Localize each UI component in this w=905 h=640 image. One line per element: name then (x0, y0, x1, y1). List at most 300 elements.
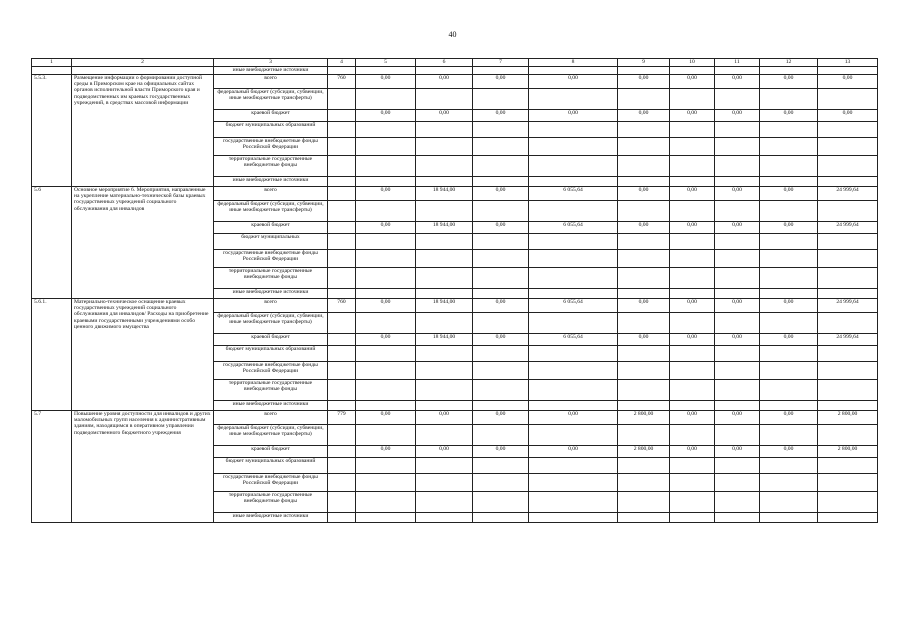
empty-cell (618, 67, 670, 75)
value-cell: 0,00 (670, 75, 715, 89)
value-cell (760, 250, 818, 268)
value-cell (670, 89, 715, 110)
value-cell (715, 313, 760, 334)
value-cell (356, 122, 416, 138)
value-cell (760, 513, 818, 523)
value-cell: 0,00 (670, 334, 715, 346)
value-cell (760, 177, 818, 187)
value-cell: 0,00 (618, 110, 670, 122)
value-cell (760, 346, 818, 362)
value-cell (356, 313, 416, 334)
value-cell: 0,00 (760, 334, 818, 346)
header-cell: 1 (32, 59, 72, 67)
value-cell (715, 380, 760, 401)
header-cell: 8 (529, 59, 618, 67)
value-cell: 18 944,00 (416, 299, 473, 313)
code-cell (328, 250, 356, 268)
value-cell (715, 346, 760, 362)
code-cell (328, 187, 356, 201)
value-cell (618, 380, 670, 401)
value-cell: 24 999,64 (818, 334, 878, 346)
code-cell (328, 425, 356, 446)
code-cell (328, 346, 356, 362)
code-cell (328, 474, 356, 492)
section-name: Повышение уровня доступности для инвалидов и других маломобильных групп населения к административным зданиям, находящимся в оперативном управлении подведомственного бюджетного учреждения (72, 411, 214, 523)
value-cell (416, 268, 473, 289)
section-code: 5.7 (32, 411, 72, 523)
value-cell: 0,00 (618, 75, 670, 89)
source-label: территориальные государственные внебюджетные фонды (214, 156, 328, 177)
value-cell (618, 89, 670, 110)
value-cell (416, 289, 473, 299)
value-cell: 0,00 (715, 110, 760, 122)
value-cell (416, 201, 473, 222)
value-cell (670, 234, 715, 250)
value-cell (529, 492, 618, 513)
code-cell (328, 513, 356, 523)
value-cell (670, 380, 715, 401)
code-cell (328, 138, 356, 156)
value-cell (618, 156, 670, 177)
page-number: 40 (448, 30, 457, 39)
value-cell: 0,00 (473, 222, 529, 234)
value-cell (618, 313, 670, 334)
value-cell (416, 425, 473, 446)
source-label: федеральный бюджет (субсидии, субвенции, иные межбюджетные трансферты) (214, 313, 328, 334)
value-cell (818, 425, 878, 446)
source-label: краевой бюджет (214, 110, 328, 122)
value-cell (529, 425, 618, 446)
value-cell (760, 362, 818, 380)
value-cell (473, 346, 529, 362)
value-cell (529, 122, 618, 138)
value-cell: 0,00 (356, 334, 416, 346)
value-cell (416, 458, 473, 474)
value-cell (473, 289, 529, 299)
value-cell (760, 289, 818, 299)
empty-cell (529, 67, 618, 75)
value-cell (818, 346, 878, 362)
value-cell (356, 362, 416, 380)
value-cell: 0,00 (356, 110, 416, 122)
value-cell: 0,00 (473, 411, 529, 425)
budget-table (31, 58, 878, 523)
value-cell: 0,00 (715, 446, 760, 458)
value-cell (416, 250, 473, 268)
value-cell (670, 362, 715, 380)
value-cell (670, 156, 715, 177)
empty-cell (416, 67, 473, 75)
value-cell (473, 201, 529, 222)
value-cell (473, 250, 529, 268)
value-cell (473, 122, 529, 138)
value-cell (618, 513, 670, 523)
value-cell (529, 289, 618, 299)
value-cell (670, 313, 715, 334)
value-cell (356, 268, 416, 289)
value-cell (529, 89, 618, 110)
value-cell (356, 401, 416, 411)
value-cell (473, 268, 529, 289)
value-cell (715, 177, 760, 187)
value-cell (473, 362, 529, 380)
empty-cell (72, 67, 214, 75)
value-cell: 0,00 (356, 446, 416, 458)
value-cell (818, 458, 878, 474)
value-cell: 0,00 (670, 222, 715, 234)
value-cell (416, 380, 473, 401)
value-cell: 0,00 (670, 446, 715, 458)
value-cell (416, 177, 473, 187)
value-cell (416, 346, 473, 362)
value-cell (356, 201, 416, 222)
value-cell (356, 289, 416, 299)
source-label: иные внебюджетные источники (214, 289, 328, 299)
header-cell: 13 (818, 59, 878, 67)
value-cell (760, 138, 818, 156)
value-cell: 0,00 (618, 187, 670, 201)
value-cell (670, 425, 715, 446)
value-cell (760, 234, 818, 250)
source-label: территориальные государственные внебюджетные фонды (214, 380, 328, 401)
value-cell (818, 380, 878, 401)
table-row (32, 299, 878, 313)
value-cell: 0,00 (473, 75, 529, 89)
code-cell (328, 446, 356, 458)
section-name: Размещение информации о формировании доступной среды в Приморском крае на официальных сайтах органов исполнительной власти Приморского края и подведомственных им краевых государственных учреждений, в средствах массовой информации (72, 75, 214, 187)
value-cell (529, 250, 618, 268)
value-cell: 0,00 (416, 75, 473, 89)
value-cell (416, 362, 473, 380)
source-label: бюджет муниципальных образований (214, 458, 328, 474)
empty-cell (32, 67, 72, 75)
code-cell: 760 (328, 299, 356, 313)
value-cell (760, 313, 818, 334)
value-cell (529, 458, 618, 474)
header-cell: 9 (618, 59, 670, 67)
header-cell: 4 (328, 59, 356, 67)
empty-cell (715, 67, 760, 75)
value-cell (356, 138, 416, 156)
value-cell (529, 313, 618, 334)
source-label: государственные внебюджетные фонды Российской Федерации (214, 362, 328, 380)
value-cell (473, 425, 529, 446)
value-cell (529, 177, 618, 187)
empty-cell (818, 67, 878, 75)
value-cell: 0,00 (416, 110, 473, 122)
value-cell (618, 250, 670, 268)
value-cell (356, 492, 416, 513)
value-cell (760, 156, 818, 177)
value-cell (715, 156, 760, 177)
table-row (32, 411, 878, 425)
source-label: краевой бюджет (214, 222, 328, 234)
value-cell (473, 138, 529, 156)
value-cell (715, 425, 760, 446)
value-cell (618, 362, 670, 380)
source-label: всего (214, 187, 328, 201)
source-label: территориальные государственные внебюджетные фонды (214, 268, 328, 289)
value-cell (416, 492, 473, 513)
value-cell (760, 89, 818, 110)
value-cell (618, 234, 670, 250)
value-cell: 0,00 (618, 334, 670, 346)
value-cell (715, 401, 760, 411)
source-label: иные внебюджетные источники (214, 401, 328, 411)
source-label: бюджет муниципальных (214, 234, 328, 250)
source-label: иные внебюджетные источники (214, 513, 328, 523)
source-label: федеральный бюджет (субсидии, субвенции, иные межбюджетные трансферты) (214, 425, 328, 446)
value-cell (760, 474, 818, 492)
value-cell: 0,00 (473, 187, 529, 201)
value-cell: 0,00 (715, 187, 760, 201)
code-cell (328, 334, 356, 346)
empty-cell (760, 67, 818, 75)
value-cell (356, 250, 416, 268)
value-cell (818, 122, 878, 138)
value-cell (529, 156, 618, 177)
code-cell (328, 313, 356, 334)
value-cell (356, 474, 416, 492)
value-cell (473, 234, 529, 250)
value-cell (529, 380, 618, 401)
value-cell (818, 362, 878, 380)
value-cell (356, 380, 416, 401)
value-cell: 2 800,00 (818, 446, 878, 458)
value-cell (715, 138, 760, 156)
value-cell (529, 268, 618, 289)
empty-cell (670, 67, 715, 75)
value-cell (473, 89, 529, 110)
value-cell (670, 492, 715, 513)
value-cell (416, 138, 473, 156)
value-cell: 0,00 (356, 411, 416, 425)
value-cell (529, 234, 618, 250)
value-cell (715, 362, 760, 380)
value-cell (473, 401, 529, 411)
empty-cell (356, 67, 416, 75)
source-label: государственные внебюджетные фонды Российской Федерации (214, 138, 328, 156)
value-cell (818, 89, 878, 110)
value-cell: 0,00 (760, 187, 818, 201)
empty-cell (328, 67, 356, 75)
source-label: иные внебюджетные источники (214, 177, 328, 187)
value-cell (473, 156, 529, 177)
value-cell (618, 458, 670, 474)
value-cell: 0,00 (473, 299, 529, 313)
value-cell (416, 513, 473, 523)
header-cell: 7 (473, 59, 529, 67)
source-label: бюджет муниципальных образований (214, 122, 328, 138)
value-cell: 0,00 (760, 299, 818, 313)
value-cell (715, 250, 760, 268)
value-cell (618, 138, 670, 156)
value-cell (818, 289, 878, 299)
value-cell (618, 474, 670, 492)
value-cell: 0,00 (529, 446, 618, 458)
value-cell (760, 201, 818, 222)
code-cell (328, 401, 356, 411)
value-cell (618, 425, 670, 446)
value-cell (356, 458, 416, 474)
value-cell (670, 401, 715, 411)
value-cell (618, 177, 670, 187)
value-cell: 0,00 (356, 75, 416, 89)
value-cell (818, 474, 878, 492)
header-cell: 12 (760, 59, 818, 67)
value-cell: 18 944,00 (416, 334, 473, 346)
header-cell: 2 (72, 59, 214, 67)
value-cell: 0,00 (715, 299, 760, 313)
value-cell (618, 268, 670, 289)
code-cell (328, 201, 356, 222)
source-label: государственные внебюджетные фонды Российской Федерации (214, 250, 328, 268)
value-cell (618, 122, 670, 138)
value-cell (715, 89, 760, 110)
value-cell (416, 234, 473, 250)
value-cell (670, 474, 715, 492)
table-row (32, 75, 878, 89)
value-cell: 0,00 (670, 411, 715, 425)
value-cell: 2 800,00 (618, 411, 670, 425)
value-cell (818, 234, 878, 250)
header-cell: 6 (416, 59, 473, 67)
code-cell: 760 (328, 75, 356, 89)
value-cell (715, 289, 760, 299)
value-cell (356, 513, 416, 523)
section-code: 5.6.1. (32, 299, 72, 411)
value-cell (760, 268, 818, 289)
value-cell (529, 513, 618, 523)
value-cell: 0,00 (529, 75, 618, 89)
value-cell: 0,00 (356, 299, 416, 313)
value-cell: 0,00 (618, 222, 670, 234)
value-cell (818, 492, 878, 513)
value-cell (473, 474, 529, 492)
source-label: бюджет муниципальных образований (214, 346, 328, 362)
value-cell: 0,00 (760, 110, 818, 122)
header-cell: 5 (356, 59, 416, 67)
value-cell: 0,00 (416, 411, 473, 425)
value-cell (818, 250, 878, 268)
source-label: федеральный бюджет (субсидии, субвенции, иные межбюджетные трансферты) (214, 201, 328, 222)
value-cell: 6 055,64 (529, 222, 618, 234)
value-cell (760, 425, 818, 446)
value-cell (670, 122, 715, 138)
value-cell: 18 944,00 (416, 222, 473, 234)
header-cell: 10 (670, 59, 715, 67)
value-cell (416, 156, 473, 177)
value-cell: 0,00 (356, 187, 416, 201)
value-cell: 24 999,64 (818, 299, 878, 313)
value-cell (473, 513, 529, 523)
value-cell (356, 425, 416, 446)
value-cell: 0,00 (416, 446, 473, 458)
value-cell (473, 458, 529, 474)
code-cell (328, 492, 356, 513)
value-cell (670, 289, 715, 299)
value-cell (618, 346, 670, 362)
source-label: всего (214, 411, 328, 425)
value-cell: 0,00 (529, 411, 618, 425)
value-cell (818, 138, 878, 156)
value-cell (715, 268, 760, 289)
value-cell (529, 362, 618, 380)
value-cell (416, 474, 473, 492)
empty-cell (473, 67, 529, 75)
source-label: федеральный бюджет (субсидии, субвенции, иные межбюджетные трансферты) (214, 89, 328, 110)
source-label: всего (214, 299, 328, 313)
code-cell (328, 362, 356, 380)
section-code: 5.5.3. (32, 75, 72, 187)
code-cell (328, 122, 356, 138)
section-name: Материально-техническое оснащение краевых государственных учреждений социального обслуживания для инвалидов/ Расходы на приобретение краевыми государственными учреждениями особо ценного движимого имущества (72, 299, 214, 411)
code-cell: 779 (328, 411, 356, 425)
value-cell (529, 401, 618, 411)
value-cell: 0,00 (760, 222, 818, 234)
value-cell (715, 201, 760, 222)
value-cell (473, 492, 529, 513)
value-cell (760, 458, 818, 474)
value-cell: 24 999,64 (818, 222, 878, 234)
section-name: Основное мероприятие 6. Мероприятия, направленные на укрепление материально-технической базы краевых государственных учреждений социального обслуживания для инвалидов (72, 187, 214, 299)
value-cell: 6 055,64 (529, 187, 618, 201)
code-cell (328, 177, 356, 187)
header-cell: 11 (715, 59, 760, 67)
value-cell: 0,00 (715, 222, 760, 234)
value-cell (473, 177, 529, 187)
value-cell (416, 122, 473, 138)
value-cell: 0,00 (529, 110, 618, 122)
value-cell (760, 380, 818, 401)
source-label: территориальные государственные внебюджетные фонды (214, 492, 328, 513)
code-cell (328, 156, 356, 177)
source-label: иные внебюджетные источники (214, 67, 328, 75)
value-cell (670, 138, 715, 156)
header-cell: 3 (214, 59, 328, 67)
value-cell (416, 313, 473, 334)
value-cell (356, 177, 416, 187)
value-cell: 0,00 (715, 334, 760, 346)
value-cell (760, 122, 818, 138)
value-cell (670, 177, 715, 187)
value-cell (715, 122, 760, 138)
value-cell (618, 492, 670, 513)
value-cell (416, 89, 473, 110)
source-label: всего (214, 75, 328, 89)
value-cell: 0,00 (356, 222, 416, 234)
value-cell (715, 513, 760, 523)
value-cell (760, 492, 818, 513)
value-cell (356, 234, 416, 250)
value-cell (818, 513, 878, 523)
header-row (32, 59, 878, 67)
code-cell (328, 268, 356, 289)
value-cell: 0,00 (473, 446, 529, 458)
value-cell: 24 999,64 (818, 187, 878, 201)
value-cell: 18 944,00 (416, 187, 473, 201)
source-label: государственные внебюджетные фонды Российской Федерации (214, 474, 328, 492)
value-cell (529, 138, 618, 156)
value-cell (818, 201, 878, 222)
value-cell (760, 401, 818, 411)
value-cell: 0,00 (670, 299, 715, 313)
value-cell (715, 234, 760, 250)
value-cell: 0,00 (760, 411, 818, 425)
code-cell (328, 110, 356, 122)
value-cell (416, 401, 473, 411)
value-cell (715, 474, 760, 492)
